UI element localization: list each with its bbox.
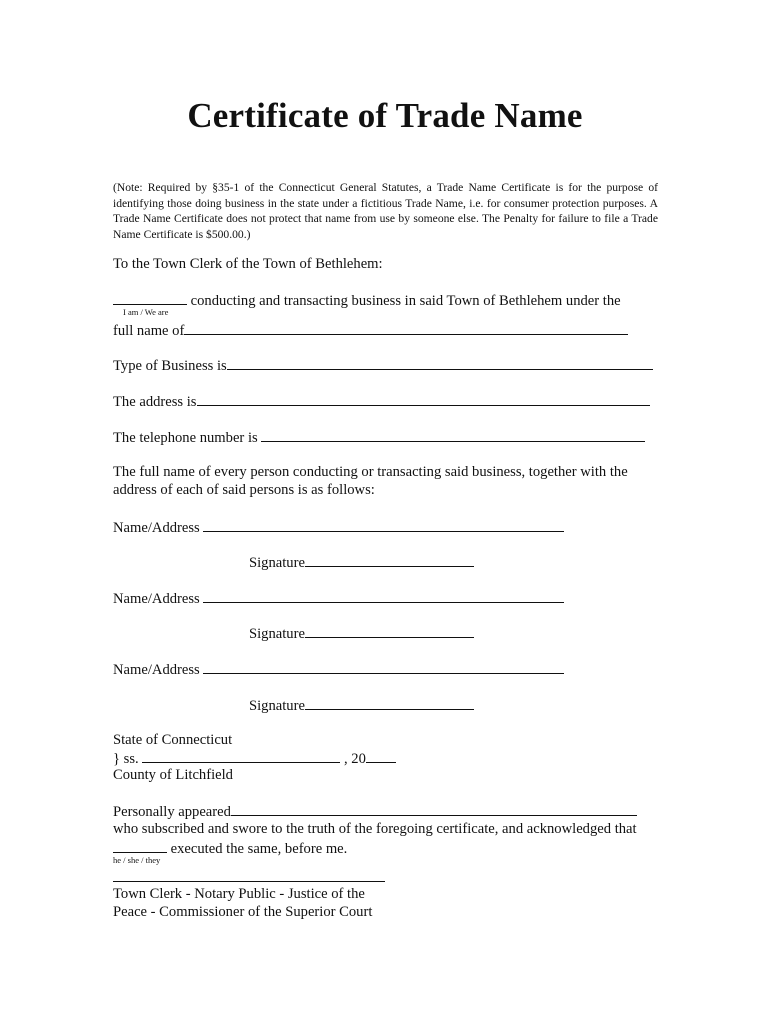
name-address-label: Name/Address bbox=[113, 520, 200, 536]
telephone-blank[interactable] bbox=[261, 427, 645, 442]
appeared-row bbox=[113, 801, 637, 821]
signature-blank-3[interactable] bbox=[305, 695, 474, 710]
name-address-blank-1[interactable] bbox=[203, 517, 564, 532]
signature-label: Signature bbox=[249, 698, 305, 714]
signature-row-1 bbox=[249, 552, 474, 572]
address-label: The address is bbox=[113, 394, 197, 410]
type-of-business-row bbox=[113, 355, 653, 375]
officer-title-line-1: Town Clerk - Notary Public - Justice of the bbox=[113, 886, 365, 902]
full-name-blank[interactable] bbox=[184, 320, 628, 335]
signature-blank-2[interactable] bbox=[305, 623, 474, 638]
appeared-label: Personally appeared bbox=[113, 804, 231, 820]
signature-blank-1[interactable] bbox=[305, 552, 474, 567]
signature-label: Signature bbox=[249, 626, 305, 642]
name-address-row-3 bbox=[113, 659, 564, 679]
year-label: , 20 bbox=[343, 751, 366, 767]
signature-label: Signature bbox=[249, 555, 305, 571]
officer-title-line-2: Peace - Commissioner of the Superior Court bbox=[113, 904, 373, 920]
type-of-business-label: Type of Business is bbox=[113, 358, 227, 374]
year-blank[interactable] bbox=[366, 748, 396, 763]
name-address-blank-2[interactable] bbox=[203, 588, 564, 603]
persons-intro-line-2: address of each of said persons is as follows: bbox=[113, 482, 375, 498]
subscribed-line: who subscribed and swore to the truth of the foregoing certificate, and acknowledged that bbox=[113, 821, 637, 837]
he-she-they-blank[interactable] bbox=[113, 838, 167, 853]
address-row bbox=[113, 391, 650, 411]
name-address-row-1 bbox=[113, 517, 564, 537]
date-blank[interactable] bbox=[142, 748, 340, 763]
name-address-label: Name/Address bbox=[113, 662, 200, 678]
name-address-blank-3[interactable] bbox=[203, 659, 564, 674]
full-name-row bbox=[113, 320, 628, 340]
appeared-blank[interactable] bbox=[231, 801, 637, 816]
executed-text: executed the same, before me. bbox=[170, 841, 348, 857]
telephone-label: The telephone number is bbox=[113, 430, 258, 446]
addressee-line: To the Town Clerk of the Town of Bethlehem: bbox=[113, 256, 383, 272]
i-am-we-are-hint: I am / We are bbox=[123, 307, 169, 317]
ss-label: } ss. bbox=[113, 751, 139, 767]
he-she-they-hint: he / she / they bbox=[113, 855, 161, 865]
address-blank[interactable] bbox=[197, 391, 650, 406]
page-title: Certificate of Trade Name bbox=[187, 96, 583, 135]
conducting-text: conducting and transacting business in said Town of Bethlehem under the bbox=[190, 293, 621, 309]
telephone-row bbox=[113, 427, 645, 447]
officer-signature-line[interactable] bbox=[113, 881, 385, 882]
county-line: County of Litchfield bbox=[113, 767, 233, 783]
persons-intro-line-1: The full name of every person conducting or transacting said business, together with the bbox=[113, 464, 628, 480]
conducting-line bbox=[113, 290, 621, 310]
signature-row-3 bbox=[249, 695, 474, 715]
full-name-label: full name of bbox=[113, 323, 185, 339]
statute-note: (Note: Required by §35-1 of the Connecticut General Statutes, a Trade Name Certificate is for the purpose of identifying those doing business in the state under a fictitious Trade Name, i.e. for consumer protection purposes. A Trade Name Certificate does not protect that name from use by someone else. The Penalty for failure to file a Trade Name Certificate is $500.00.) bbox=[113, 181, 658, 241]
state-line: State of Connecticut bbox=[113, 732, 233, 748]
type-of-business-blank[interactable] bbox=[227, 355, 653, 370]
name-address-row-2 bbox=[113, 588, 564, 608]
name-address-label: Name/Address bbox=[113, 591, 200, 607]
ss-line bbox=[113, 748, 396, 768]
signature-row-2 bbox=[249, 623, 474, 643]
i-am-we-are-blank[interactable] bbox=[113, 290, 187, 305]
